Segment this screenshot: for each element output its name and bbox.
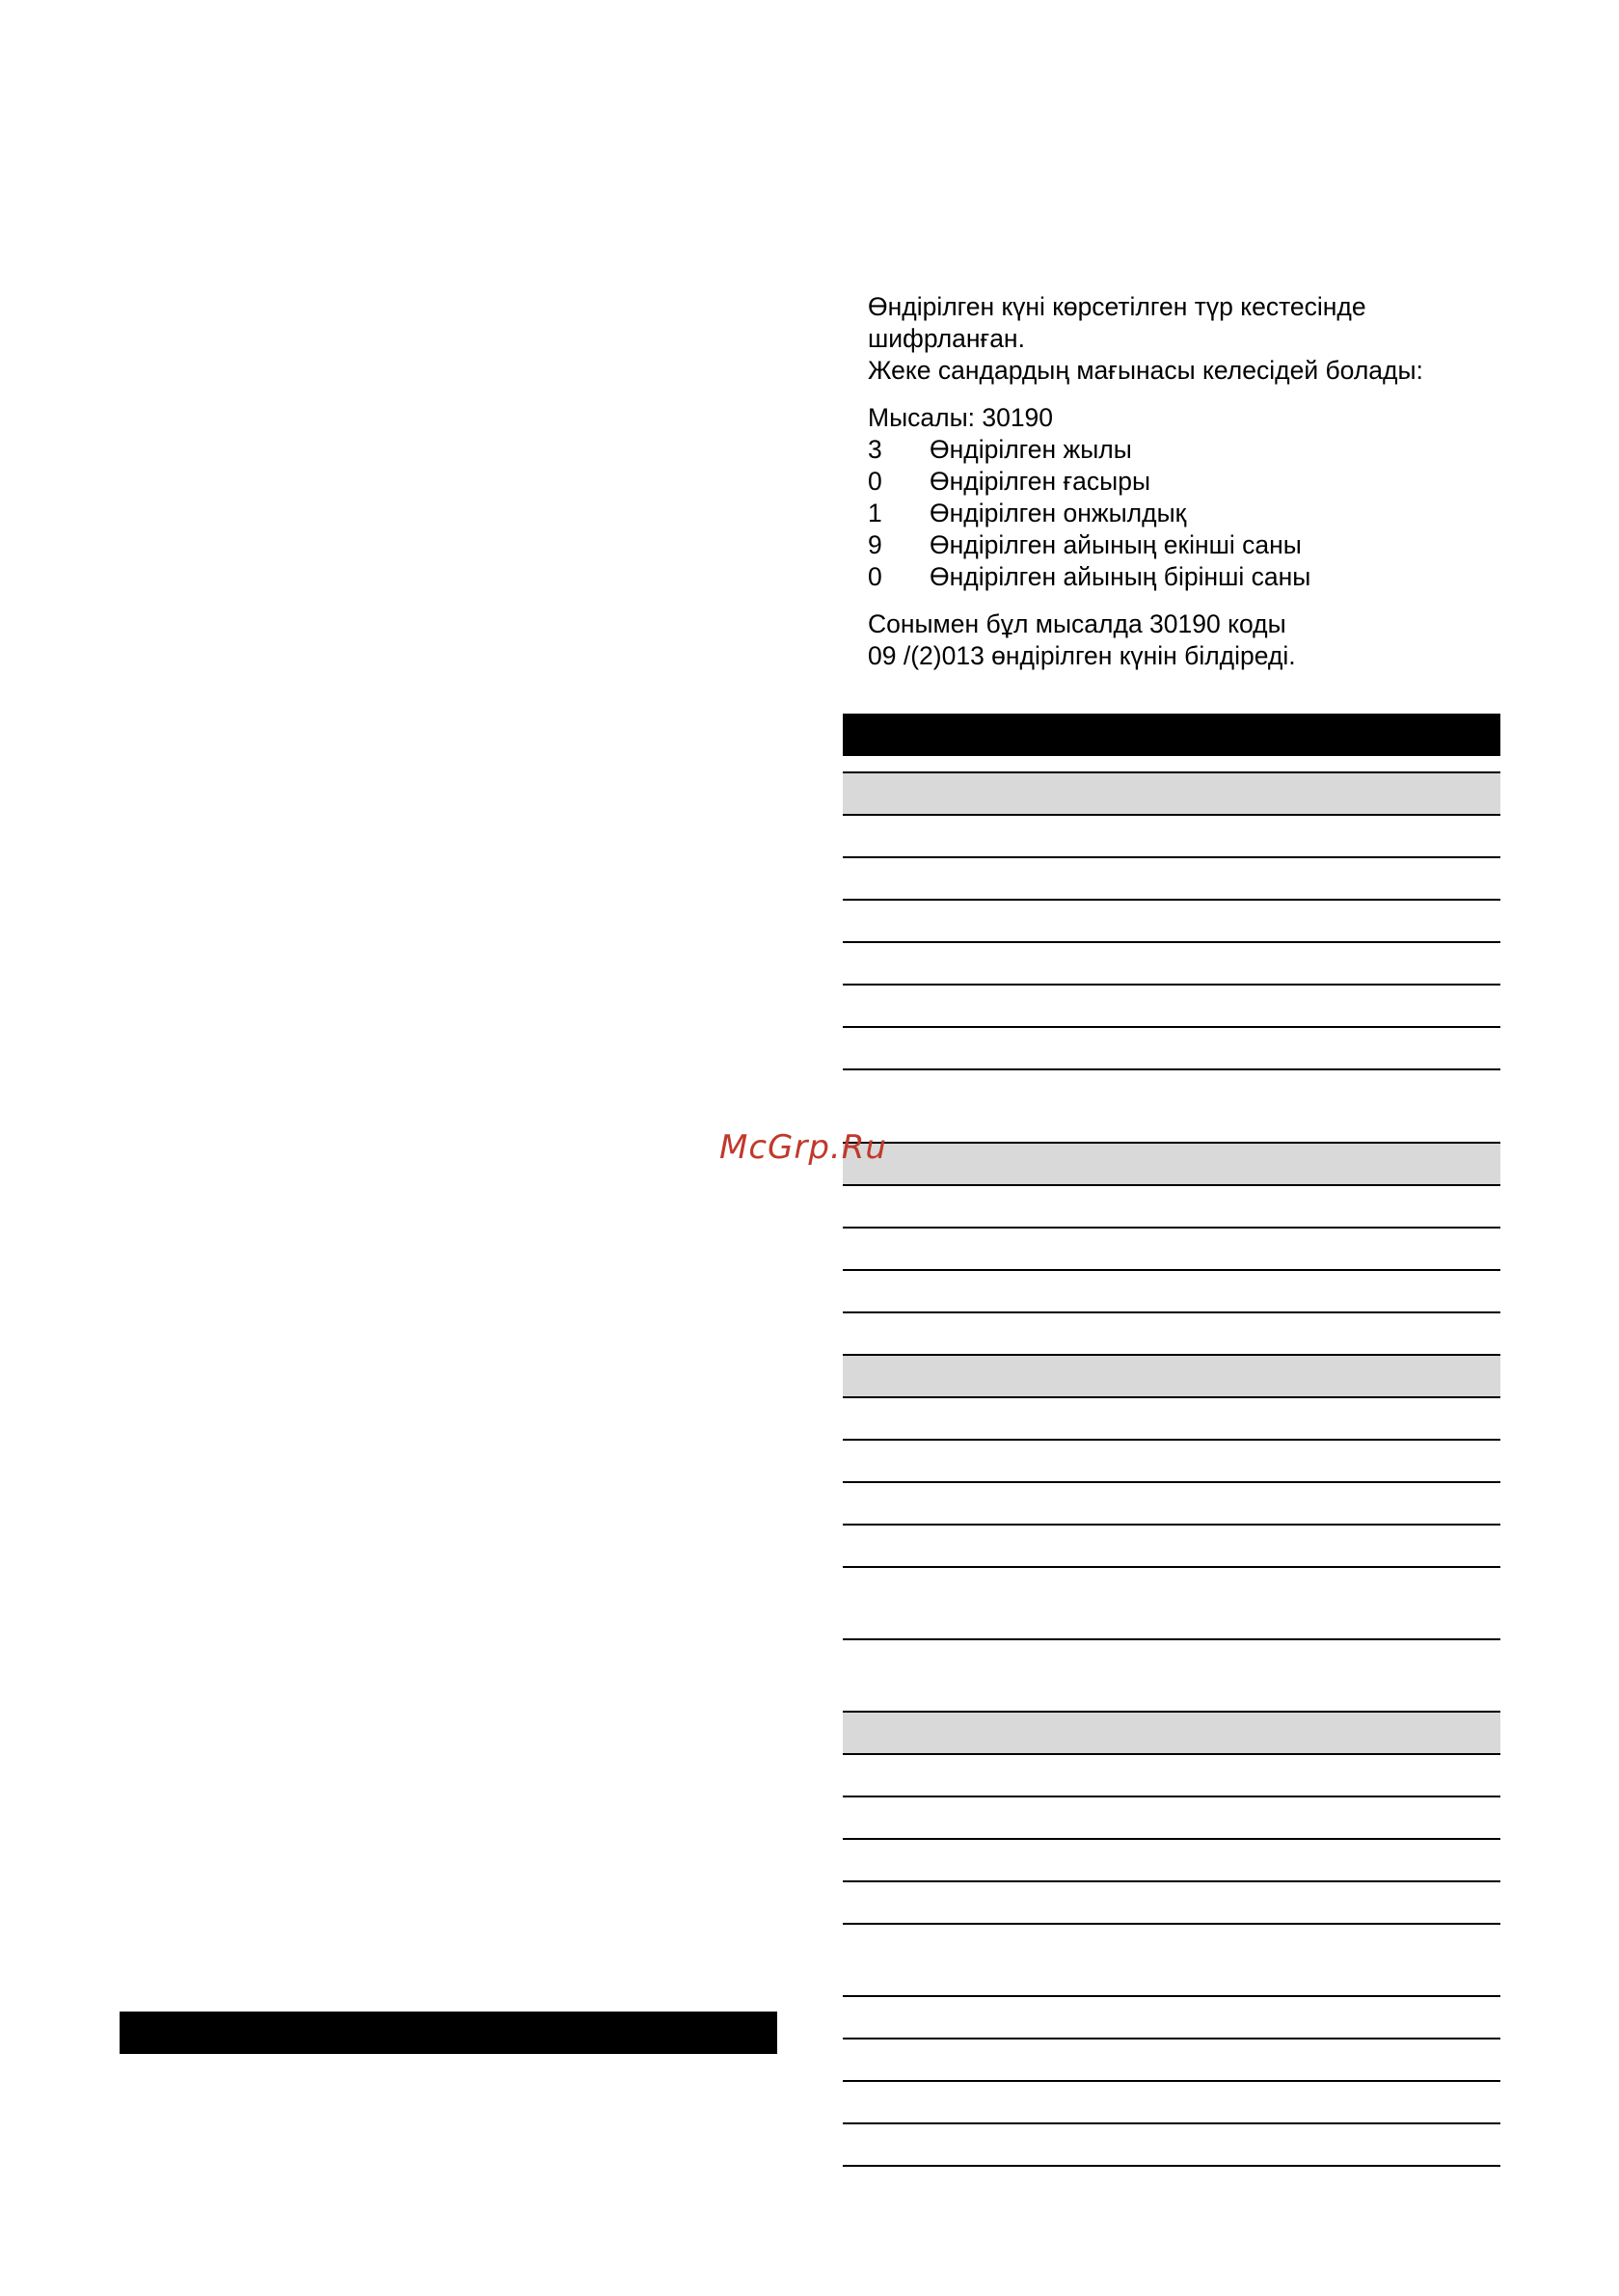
code-meaning: Өндірілген ғасыры — [930, 467, 1150, 496]
section-header-bar — [843, 714, 1500, 756]
code-digit: 0 — [868, 562, 882, 591]
watermark: McGrp.Ru — [719, 1128, 887, 1167]
table-row — [843, 943, 1500, 986]
code-row — [868, 434, 1504, 466]
code-row — [868, 561, 1504, 593]
table-row — [843, 773, 1500, 816]
code-row — [868, 466, 1504, 498]
code-meaning: Өндірілген айының бірінші саны — [930, 562, 1311, 591]
spec-table-2 — [843, 1142, 1500, 2167]
table-row — [843, 2082, 1500, 2124]
table-row — [843, 858, 1500, 901]
table-row — [843, 1441, 1500, 1483]
code-digit: 3 — [868, 435, 882, 464]
table-row — [843, 1028, 1500, 1070]
code-row — [868, 498, 1504, 529]
conclusion-line-2: 09 /(2)013 өндірілген күнін білдіреді. — [868, 641, 1296, 670]
table-row — [843, 1271, 1500, 1313]
table-row — [843, 1144, 1500, 1186]
table-row — [843, 1713, 1500, 1755]
production-date-explanation — [868, 291, 1504, 672]
table-row — [843, 1356, 1500, 1398]
spec-table-1 — [843, 771, 1500, 1070]
table-row — [843, 1313, 1500, 1356]
conclusion-line-1: Сонымен бұл мысалда 30190 коды — [868, 609, 1286, 638]
table-row — [843, 901, 1500, 943]
spacer — [868, 387, 1504, 402]
code-digit: 0 — [868, 467, 882, 496]
table-row — [843, 1925, 1500, 1997]
code-meaning: Өндірілген жылы — [930, 435, 1132, 464]
code-digit: 1 — [868, 499, 882, 527]
table-row — [843, 986, 1500, 1028]
table-row — [843, 1398, 1500, 1441]
table-row — [843, 1797, 1500, 1840]
table-row — [843, 1483, 1500, 1526]
code-row — [868, 529, 1504, 561]
table-row — [843, 1755, 1500, 1797]
example-label: Мысалы: 30190 — [868, 403, 1054, 432]
intro-paragraph-2: Жеке сандардың мағынасы келесідей болады: — [868, 356, 1423, 385]
spacer — [868, 593, 1504, 608]
table-row — [843, 816, 1500, 858]
table-row — [843, 1882, 1500, 1925]
intro-paragraph-1: Өндірілген күні көрсетілген түр кестесінде шифрланған. — [868, 292, 1366, 353]
code-meaning: Өндірілген айының екінші саны — [930, 530, 1302, 559]
table-row — [843, 1840, 1500, 1882]
section-header-bar — [120, 2012, 777, 2054]
table-row — [843, 1997, 1500, 2039]
table-row — [843, 2124, 1500, 2167]
table-row — [843, 1186, 1500, 1229]
code-meaning: Өндірілген онжылдық — [930, 499, 1187, 527]
table-row — [843, 1568, 1500, 1640]
table-row — [843, 1229, 1500, 1271]
table-row — [843, 1640, 1500, 1713]
table-row — [843, 1526, 1500, 1568]
table-row — [843, 2039, 1500, 2082]
code-digit: 9 — [868, 530, 882, 559]
